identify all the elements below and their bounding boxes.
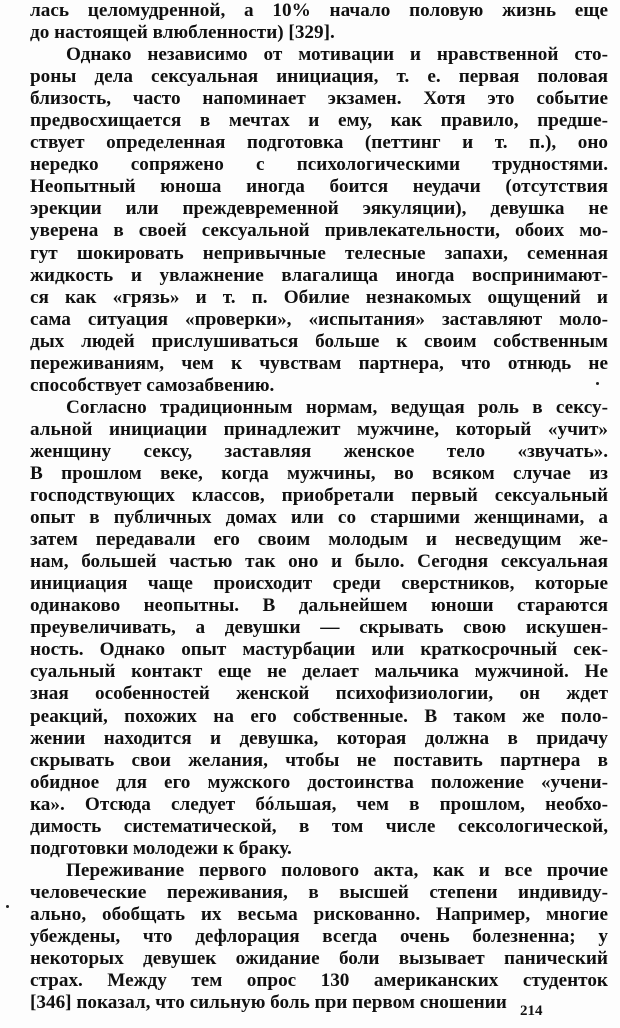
text-line: сама ситуация «проверки», «испытания» заставляют моло- [30,308,608,330]
text-line: димость систематической, в том числе сексологической, [30,815,608,837]
text-line: жидкость и увлажнение влагалища иногда воспринимают- [30,264,608,286]
text-line: подготовки молодежи к браку. [30,837,292,859]
text-line: альной инициации принадлежит мужчине, который «учит» [30,418,608,440]
text-line: лась целомудренной, а 10% начало половую жизнь еще [30,0,608,21]
text-line: [346] показал, что сильную боль при первом сношении [30,992,507,1014]
text-line: опыт в публичных домах или со старшими женщинами, а [30,507,608,529]
text-line: зная особенностей женской психофизиологии, он ждет [30,683,608,705]
text-line: ка». Отсюда следует бóльшая, чем в прошлом, необхо- [30,793,608,815]
text-line: скрывать свои желания, чтобы не поставить партнера в [30,749,608,771]
text-line: уверена в своей сексуальной привлекательности, обоих мо- [30,220,608,242]
text-line: человеческие переживания, в высшей степени индивиду- [30,881,608,903]
text-line: дых людей прислушиваться больше к своим собственным [30,330,608,352]
text-line: близость, часто напоминает экзамен. Хотя это событие [30,88,608,110]
text-line: эрекции или преждевременной эякуляции), девушка не [30,198,608,220]
text-line: нам, большей частью так оно и было. Сегодня сексуальная [30,551,608,573]
text-line: до настоящей влюбленности) [329]. [30,22,335,44]
text-line: одинаково неопытны. В дальнейшем юноши стараются [30,595,608,617]
text-line: способствует самозабвению. [30,374,275,396]
body-text [30,0,608,1014]
text-line: суальный контакт еще не делает мальчика мужчиной. Не [30,661,608,683]
text-line: предвосхищается в мечтах и ему, как правило, предше- [30,110,608,132]
text-line: Неопытный юноша иногда боится неудачи (отсутствия [30,176,608,198]
text-line: господствующих классов, приобретали первый сексуальный [30,485,608,507]
text-line: переживаниям, чем к чувствам партнера, что отнюдь не [30,352,608,374]
text-line: ствует определенная подготовка (петтинг и т. п.), оно [30,132,608,154]
text-line: роны дела сексуальная инициация, т. е. первая половая [30,66,608,88]
text-line: обидное для его мужского достоинства положение «учени- [30,771,608,793]
text-line: нередко сопряжено с психологическими трудностями. [30,154,608,176]
text-line: некоторых девушек ожидание боли вызывает панический [30,948,608,970]
text-line: страх. Между тем опрос 130 американских студенток [30,970,608,992]
text-line: женщину сексу, заставляя женское тело «звучать». [30,440,608,462]
text-line: убеждены, что дефлорация всегда очень болезненна; у [30,925,608,947]
page-number: 214 [520,1003,543,1019]
text-line: ность. Однако опыт мастурбации или краткосрочный сек- [30,639,608,661]
text-line: ся как «грязь» и т. п. Обилие незнакомых ощущений и [30,286,608,308]
text-line: В прошлом веке, когда мужчины, во всяком случае из [30,462,608,484]
text-line: жении находится и девушка, которая должна в придачу [30,727,608,749]
text-line: затем передавали его своим молодым и несведущим же- [30,529,608,551]
scan-speck [596,382,599,385]
text-line: ально, обобщать их весьма рискованно. Например, многие [30,903,608,925]
text-line: Согласно традиционным нормам, ведущая роль в сексу- [66,396,608,418]
scan-speck [6,905,9,908]
text-line: Однако независимо от мотивации и нравственной сто- [66,44,608,66]
text-line: преувеличивать, а девушки — скрывать свою искушен- [30,617,608,639]
text-line: Переживание первого полового акта, как и все прочие [66,859,608,881]
text-line: гут шокировать непривычные телесные запахи, семенная [30,242,608,264]
text-line: реакций, похожих на его собственные. В таком же поло- [30,705,608,727]
text-line: инициация чаще происходит среди сверстников, которые [30,573,608,595]
